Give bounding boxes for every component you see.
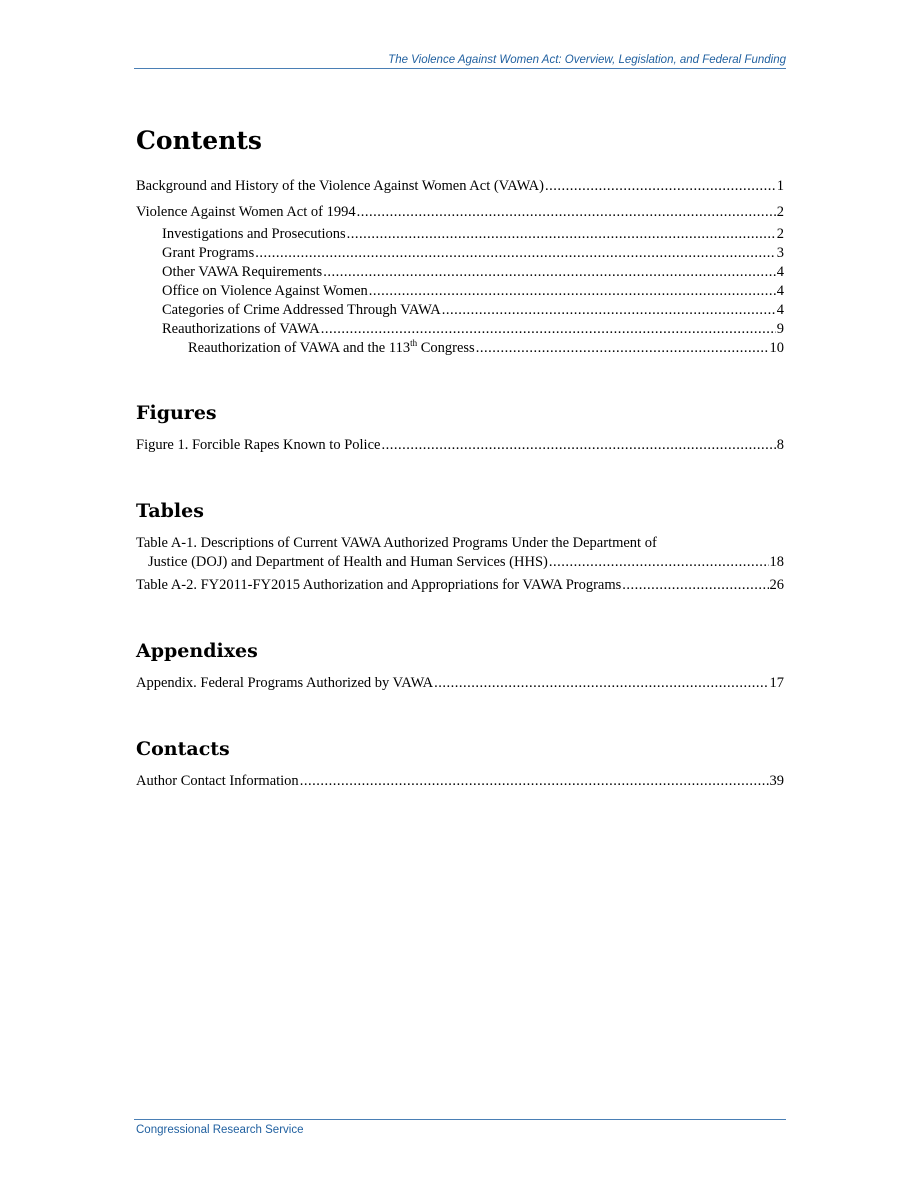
toc-entry-page: 2 [776,204,784,220]
dot-leader [323,263,776,282]
dot-leader [381,436,775,455]
appendixes-section [136,639,784,693]
figures-title: Figures [136,402,217,424]
toc-entry-page: 17 [769,675,784,691]
toc-entry-page: 9 [776,321,784,337]
toc-entry[interactable] [136,282,784,301]
toc-entry-label: Investigations and Prosecutions [162,226,346,242]
toc-entry[interactable] [136,177,784,196]
toc-entry-page: 26 [769,577,784,593]
toc-entry-continuation [136,553,784,572]
toc-entry-page: 10 [769,340,784,356]
dot-leader [442,301,776,320]
toc-entry[interactable] [136,320,784,339]
toc-entry-label: Reauthorizations of VAWA [162,321,320,337]
tables-title: Tables [136,500,204,522]
toc-entry-label-main: Reauthorization of VAWA and the 113 [188,340,411,356]
dot-leader [549,553,769,572]
toc-entry-page: 2 [776,226,784,242]
footer-rule [134,1119,786,1120]
toc-entry[interactable] [136,203,784,222]
figures-section [136,401,784,455]
toc-entry-label: Figure 1. Forcible Rapes Known to Police [136,437,381,453]
dot-leader [347,225,776,244]
toc-entry[interactable] [136,301,784,320]
dot-leader [300,772,769,791]
toc-entry-label [188,339,475,358]
toc-entry-label: Author Contact Information [136,773,299,789]
ordinal-suffix: th [410,338,418,349]
toc-entry[interactable] [136,772,784,791]
header-rule [134,68,786,69]
toc-entry-label: Violence Against Women Act of 1994 [136,204,356,220]
toc-entry[interactable] [136,244,784,263]
toc-entry-label: Table A-2. FY2011-FY2015 Authorization and Appropriations for VAWA Programs [136,577,622,593]
toc-entry[interactable] [136,576,784,595]
toc-entry-label: Office on Violence Against Women [162,283,368,299]
toc-entry-label: Categories of Crime Addressed Through VAWA [162,302,441,318]
toc-entry-label: Other VAWA Requirements [162,264,323,280]
toc-entry-label: Background and History of the Violence Against Women Act (VAWA) [136,178,544,194]
toc-entry-label: Justice (DOJ) and Department of Health and Human Services (HHS) [148,554,548,570]
toc-entry-page: 4 [776,264,784,280]
toc-entry-label: Grant Programs [162,245,255,261]
running-footer: Congressional Research Service [136,1124,304,1136]
contacts-title: Contacts [136,738,230,760]
contacts-section [136,737,784,791]
dot-leader [622,576,768,595]
toc-entry[interactable] [136,534,784,572]
table-of-contents [136,122,784,791]
dot-leader [476,339,769,358]
contents-title: Contents [136,126,263,155]
toc-entry[interactable] [136,225,784,244]
toc-entry-label: Appendix. Federal Programs Authorized by VAWA [136,675,434,691]
tables-section [136,499,784,595]
dot-leader [434,674,768,693]
toc-entry[interactable] [136,436,784,455]
toc-entry-page: 8 [776,437,784,453]
toc-entry-page: 18 [769,554,784,570]
toc-entry-page: 4 [776,302,784,318]
dot-leader [357,203,776,222]
running-header: The Violence Against Women Act: Overview, Legislation, and Federal Funding [388,54,786,66]
toc-entry-page: 1 [776,178,784,194]
toc-entry-page: 3 [776,245,784,261]
toc-entry[interactable] [136,339,784,358]
toc-entry[interactable] [136,263,784,282]
toc-entry[interactable] [136,674,784,693]
toc-entry-page: 4 [776,283,784,299]
dot-leader [255,244,776,263]
dot-leader [321,320,776,339]
contents-list [136,177,784,358]
appendixes-title: Appendixes [136,640,258,662]
toc-entry-label: Table A-1. Descriptions of Current VAWA Authorized Programs Under the Department of [136,535,657,551]
toc-entry-page: 39 [769,773,784,789]
dot-leader [545,177,776,196]
dot-leader [369,282,776,301]
toc-entry-label-rest: Congress [417,340,475,356]
